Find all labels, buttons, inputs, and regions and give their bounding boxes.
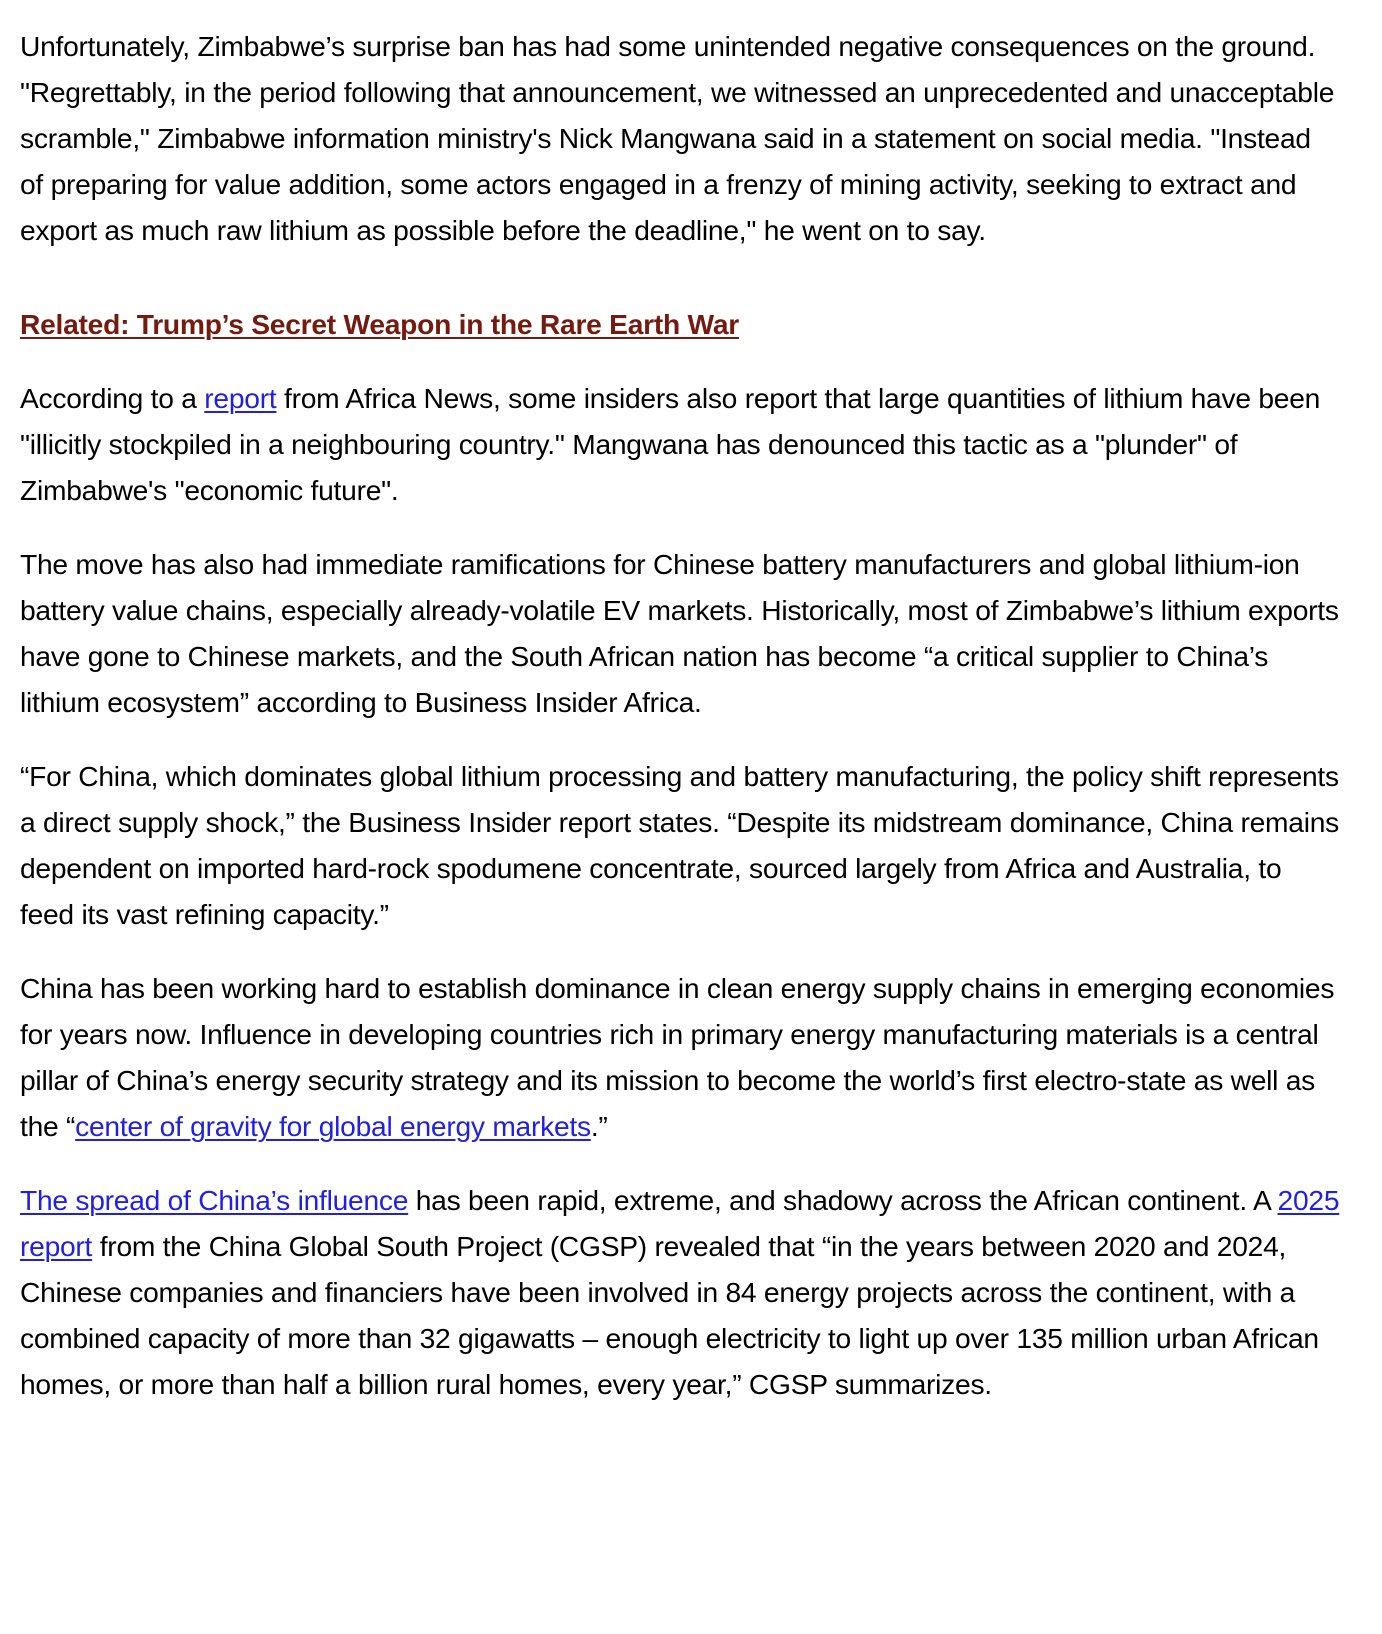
paragraph-business-insider-quote xyxy=(20,753,1340,937)
paragraph-text: “For China, which dominates global lithium processing and battery manufacturing, the policy shift represents a direct supply shock,” the Business Insider report states. “Despite its midstream dominance, China remains dependent on imported hard-rock spodumene concentrate, sourced largely from Africa and Australia, to feed its vast refining capacity.” xyxy=(20,760,1339,930)
paragraph-text: The move has also had immediate ramifications for Chinese battery manufacturers and global lithium-ion battery value chains, especially already-volatile EV markets. Historically, most of Zimbabwe’s lithium exports have gone to Chinese markets, and the South African nation has become “a critical supplier to China’s lithium ecosystem” according to Business Insider Africa. xyxy=(20,548,1339,718)
related-article xyxy=(20,301,1340,347)
paragraph-text: from Africa News, some insiders also report that large quantities of lithium have been "illicitly stockpiled in a neighbouring country." Mangwana has denounced this tactic as a "plunder" of Zimbabwe's "economic future". xyxy=(20,382,1321,506)
paragraph-text: .” xyxy=(590,1110,608,1142)
paragraph-text: China has been working hard to establish dominance in clean energy supply chains in emerging economies for years now. Influence in developing countries rich in primary energy manufacturing materials is a central pillar of China’s energy security strategy and its mission to become the world’s first electro-state as well as the “ xyxy=(20,972,1335,1142)
paragraph-china-influence-africa xyxy=(20,1177,1340,1407)
paragraph-text: Unfortunately, Zimbabwe’s surprise ban has had some unintended negative consequences on the ground. "Regrettably, in the period following that announcement, we witnessed an unprecedented and unacceptable scramble," Zimbabwe information ministry's Nick Mangwana said in a statement on social media. "Instead of preparing for value addition, some actors engaged in a frenzy of mining activity, seeking to extract and export as much raw lithium as possible before the deadline," he went on to say. xyxy=(20,30,1335,246)
paragraph-zimbabwe-ban-consequences xyxy=(20,23,1340,253)
report-link[interactable]: report xyxy=(204,382,277,414)
paragraph-text: from the China Global South Project (CGSP) revealed that “in the years between 2020 and 2024, Chinese companies and financiers have been involved in 84 energy projects across the continent, with a combined capacity of more than 32 gigawatts – enough electricity to light up over 135 million urban African homes, or more than half a billion rural homes, every year,” CGSP summarizes. xyxy=(20,1230,1319,1400)
paragraph-china-clean-energy-dominance xyxy=(20,965,1340,1149)
paragraph-text: has been rapid, extreme, and shadowy across the African continent. A xyxy=(408,1184,1278,1216)
2025-report-link[interactable]: 2025 report xyxy=(20,1184,1340,1262)
center-of-gravity-link[interactable]: center of gravity for global energy markets xyxy=(75,1110,591,1142)
paragraph-chinese-battery-ramifications xyxy=(20,541,1340,725)
related-article-link[interactable]: Related: Trump’s Secret Weapon in the Rare Earth War xyxy=(20,308,740,340)
spread-of-china-influence-link[interactable]: The spread of China’s influence xyxy=(20,1184,409,1216)
paragraph-africa-news-report xyxy=(20,375,1340,513)
paragraph-text: According to a xyxy=(20,382,205,414)
